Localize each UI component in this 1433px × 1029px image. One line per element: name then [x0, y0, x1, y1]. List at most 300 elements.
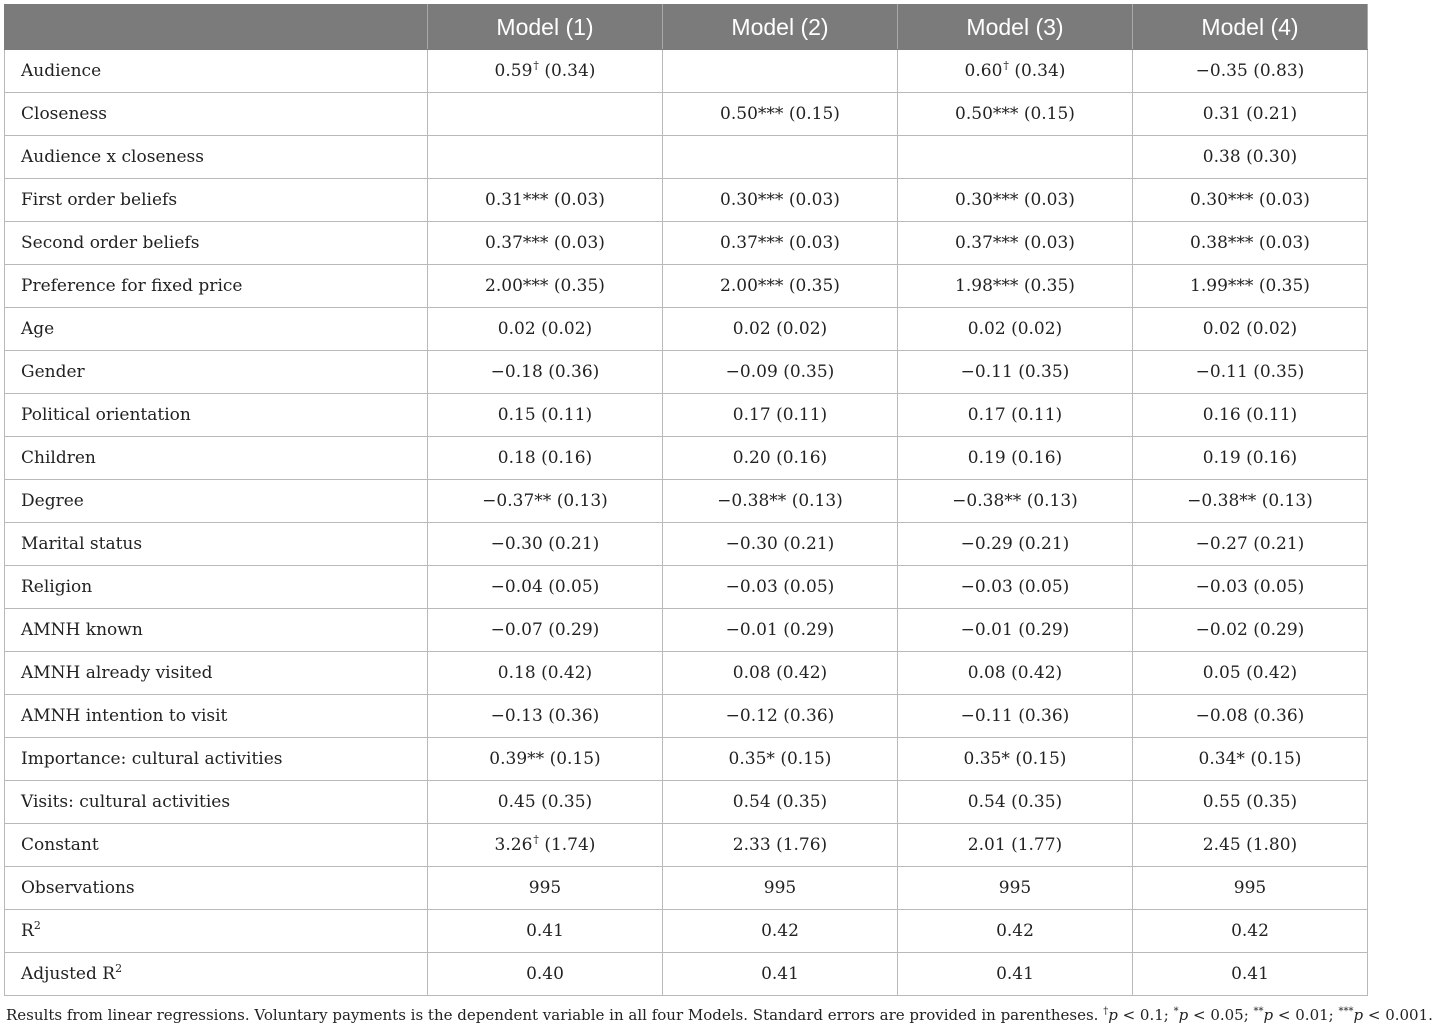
coefficient: 2.45 [1202, 835, 1241, 855]
cell-model-1 [428, 910, 663, 953]
cell-model-4 [1133, 867, 1368, 910]
standard-error: (0.03) [1258, 233, 1310, 253]
row-label-superscript: 2 [33, 919, 41, 932]
row-label [5, 394, 428, 437]
footnote-threshold: < 0.01; [1273, 1006, 1339, 1024]
cell-model-2 [663, 93, 898, 136]
cell-model-4 [1133, 351, 1368, 394]
table-row [5, 953, 1368, 996]
cell-model-2 [663, 222, 898, 265]
cell-model-3 [898, 523, 1133, 566]
cell-model-1 [428, 50, 663, 93]
coefficient: 2.00*** [720, 276, 784, 296]
standard-error: (0.11) [1246, 405, 1298, 425]
standard-error: (0.29) [1018, 620, 1070, 640]
standard-error: (0.36) [1253, 706, 1305, 726]
coefficient: −0.30 [490, 534, 543, 554]
coefficient: 0.18 [497, 448, 536, 468]
table-row [5, 394, 1368, 437]
header-model-2: Model (2) [663, 5, 898, 50]
table-row [5, 351, 1368, 394]
row-label [5, 652, 428, 695]
standard-error: (0.35) [1253, 362, 1305, 382]
header-label-cell [5, 5, 428, 50]
row-label-text: Audience x closeness [21, 147, 204, 167]
cell-model-2 [663, 265, 898, 308]
regression-table-container [4, 4, 1368, 996]
standard-error: (0.05) [1018, 577, 1070, 597]
standard-error: (0.35) [541, 792, 593, 812]
table-row [5, 910, 1368, 953]
table-row [5, 738, 1368, 781]
row-label [5, 867, 428, 910]
table-row [5, 824, 1368, 867]
standard-error: (0.15) [549, 749, 601, 769]
coefficient: 1.98*** [955, 276, 1019, 296]
coefficient: −0.03 [1195, 577, 1248, 597]
cell-model-4 [1133, 695, 1368, 738]
row-label [5, 179, 428, 222]
coefficient: −0.01 [960, 620, 1013, 640]
cell-model-4 [1133, 738, 1368, 781]
cell-model-3 [898, 781, 1133, 824]
cell-model-2 [663, 308, 898, 351]
coefficient: 0.41 [761, 964, 799, 984]
standard-error: (0.02) [1011, 319, 1063, 339]
cell-model-4 [1133, 437, 1368, 480]
table-row [5, 480, 1368, 523]
cell-model-3 [898, 910, 1133, 953]
standard-error: (0.03) [1023, 233, 1075, 253]
coefficient: −0.11 [960, 362, 1013, 382]
standard-error: (1.74) [544, 835, 596, 855]
standard-error: (0.35) [553, 276, 605, 296]
row-label-text: Second order beliefs [21, 233, 200, 253]
standard-error: (0.35) [1018, 362, 1070, 382]
cell-model-2 [663, 351, 898, 394]
standard-error: (0.13) [1261, 491, 1313, 511]
row-label [5, 781, 428, 824]
standard-error: (0.03) [1023, 190, 1075, 210]
standard-error: (0.13) [556, 491, 608, 511]
footnote-threshold: < 0.1; [1117, 1006, 1174, 1024]
cell-model-1 [428, 480, 663, 523]
standard-error: (0.02) [1246, 319, 1298, 339]
row-label-text: Adjusted R [21, 964, 116, 984]
cell-model-3 [898, 437, 1133, 480]
row-label [5, 480, 428, 523]
cell-model-2 [663, 437, 898, 480]
coefficient: −0.03 [960, 577, 1013, 597]
cell-model-2 [663, 566, 898, 609]
cell-model-3 [898, 222, 1133, 265]
table-body [5, 50, 1368, 996]
table-row [5, 50, 1368, 93]
row-label [5, 566, 428, 609]
standard-error: (0.34) [544, 61, 596, 81]
coefficient: 0.54 [967, 792, 1006, 812]
cell-model-1 [428, 867, 663, 910]
cell-model-2 [663, 394, 898, 437]
row-label [5, 738, 428, 781]
row-label-text: AMNH known [21, 620, 143, 640]
footnote-text: Results from linear regressions. Voluntary payments is the dependent variable in all four Models. Standard errors are provided in parentheses. [6, 1006, 1104, 1024]
cell-model-2 [663, 652, 898, 695]
cell-model-3 [898, 824, 1133, 867]
cell-model-3 [898, 265, 1133, 308]
cell-model-1 [428, 265, 663, 308]
coefficient: 0.38 [1202, 147, 1241, 167]
cell-model-4 [1133, 50, 1368, 93]
standard-error: (0.03) [1258, 190, 1310, 210]
row-label-text: Importance: cultural activities [21, 749, 283, 769]
coefficient: −0.18 [490, 362, 543, 382]
row-label [5, 351, 428, 394]
cell-model-1 [428, 351, 663, 394]
standard-error: (0.36) [1018, 706, 1070, 726]
standard-error: (0.29) [1253, 620, 1305, 640]
standard-error: (0.13) [1026, 491, 1078, 511]
table-row [5, 179, 1368, 222]
standard-error: (0.16) [1246, 448, 1298, 468]
cell-model-3 [898, 480, 1133, 523]
coefficient: 2.00*** [485, 276, 549, 296]
row-label-text: Gender [21, 362, 85, 382]
standard-error: (0.36) [548, 706, 600, 726]
cell-model-2 [663, 867, 898, 910]
standard-error: (0.03) [788, 190, 840, 210]
row-label-text: Audience [21, 61, 102, 81]
row-label [5, 265, 428, 308]
table-row [5, 609, 1368, 652]
row-label-text: Observations [21, 878, 135, 898]
table-footnote [6, 1006, 1433, 1024]
standard-error: (0.02) [541, 319, 593, 339]
standard-error: (0.35) [1023, 276, 1075, 296]
cell-model-4 [1133, 953, 1368, 996]
standard-error: (0.05) [783, 577, 835, 597]
row-label-text: AMNH already visited [21, 663, 213, 683]
significance-mark: † [533, 833, 539, 846]
significance-mark: † [533, 59, 539, 72]
coefficient: 0.08 [732, 663, 771, 683]
row-label-text: Closeness [21, 104, 107, 124]
coefficient: 0.42 [996, 921, 1034, 941]
coefficient: 0.02 [967, 319, 1006, 339]
row-label-text: Children [21, 448, 96, 468]
cell-model-4 [1133, 910, 1368, 953]
coefficient: 0.54 [732, 792, 771, 812]
coefficient: 0.19 [967, 448, 1006, 468]
coefficient: 0.02 [1202, 319, 1241, 339]
row-label [5, 523, 428, 566]
cell-model-3 [898, 953, 1133, 996]
cell-model-3 [898, 179, 1133, 222]
standard-error: (0.05) [548, 577, 600, 597]
coefficient: −0.03 [725, 577, 778, 597]
coefficient: 0.55 [1202, 792, 1241, 812]
footnote-threshold: < 0.05; [1188, 1006, 1254, 1024]
cell-model-2 [663, 738, 898, 781]
coefficient: 0.31*** [485, 190, 549, 210]
standard-error: (0.15) [1015, 749, 1067, 769]
row-label [5, 50, 428, 93]
coefficient: 0.41 [996, 964, 1034, 984]
cell-model-1 [428, 652, 663, 695]
coefficient: −0.37** [482, 491, 552, 511]
table-row [5, 652, 1368, 695]
cell-model-2 [663, 136, 898, 179]
cell-model-3 [898, 136, 1133, 179]
standard-error: (0.15) [788, 104, 840, 124]
standard-error: (0.35) [788, 276, 840, 296]
table-row [5, 93, 1368, 136]
coefficient: 0.41 [526, 921, 564, 941]
standard-error: (0.11) [1011, 405, 1063, 425]
coefficient: 0.35* [728, 749, 775, 769]
header-model-1: Model (1) [428, 5, 663, 50]
cell-model-3 [898, 738, 1133, 781]
standard-error: (0.02) [776, 319, 828, 339]
cell-model-1 [428, 738, 663, 781]
cell-model-3 [898, 351, 1133, 394]
header-model-3: Model (3) [898, 5, 1133, 50]
row-label [5, 308, 428, 351]
coefficient: 0.42 [761, 921, 799, 941]
coefficient: 0.30*** [955, 190, 1019, 210]
cell-model-4 [1133, 136, 1368, 179]
row-label-text: Religion [21, 577, 93, 597]
cell-model-4 [1133, 394, 1368, 437]
standard-error: (0.16) [776, 448, 828, 468]
coefficient: −0.38** [1187, 491, 1257, 511]
cell-model-2 [663, 480, 898, 523]
standard-error: (0.36) [548, 362, 600, 382]
coefficient: −0.38** [952, 491, 1022, 511]
footnote-p-symbol: p [1108, 1006, 1118, 1024]
cell-model-2 [663, 609, 898, 652]
cell-model-1 [428, 781, 663, 824]
coefficient: 0.02 [732, 319, 771, 339]
standard-error: (1.77) [1011, 835, 1063, 855]
cell-model-4 [1133, 222, 1368, 265]
coefficient: 0.37*** [955, 233, 1019, 253]
cell-model-4 [1133, 265, 1368, 308]
coefficient: 2.01 [967, 835, 1006, 855]
coefficient: 995 [763, 878, 797, 898]
footnote-sig-mark: ** [1253, 1006, 1264, 1017]
table-row [5, 136, 1368, 179]
coefficient: 0.34* [1198, 749, 1245, 769]
cell-model-2 [663, 953, 898, 996]
row-label-text: Visits: cultural activities [21, 792, 231, 812]
cell-model-3 [898, 50, 1133, 93]
cell-model-1 [428, 136, 663, 179]
coefficient: 0.31 [1202, 104, 1241, 124]
cell-model-2 [663, 781, 898, 824]
header-model-4: Model (4) [1133, 5, 1368, 50]
coefficient: 0.35* [963, 749, 1010, 769]
regression-table [4, 4, 1368, 996]
cell-model-2 [663, 695, 898, 738]
standard-error: (0.16) [1011, 448, 1063, 468]
cell-model-1 [428, 566, 663, 609]
cell-model-1 [428, 824, 663, 867]
table-row [5, 222, 1368, 265]
coefficient: −0.09 [725, 362, 778, 382]
cell-model-4 [1133, 308, 1368, 351]
standard-error: (1.80) [1246, 835, 1298, 855]
table-row [5, 781, 1368, 824]
coefficient: 0.39** [489, 749, 545, 769]
cell-model-4 [1133, 179, 1368, 222]
coefficient: 0.19 [1202, 448, 1241, 468]
row-label [5, 953, 428, 996]
cell-model-1 [428, 308, 663, 351]
cell-model-4 [1133, 480, 1368, 523]
cell-model-1 [428, 394, 663, 437]
coefficient: −0.29 [960, 534, 1013, 554]
coefficient: 0.17 [732, 405, 771, 425]
coefficient: 3.26 [494, 835, 533, 855]
row-label-text: R [21, 921, 34, 941]
cell-model-2 [663, 179, 898, 222]
standard-error: (0.11) [776, 405, 828, 425]
row-label-text: Political orientation [21, 405, 191, 425]
row-label [5, 824, 428, 867]
row-label [5, 695, 428, 738]
coefficient: 0.30*** [720, 190, 784, 210]
standard-error: (0.15) [1023, 104, 1075, 124]
cell-model-2 [663, 824, 898, 867]
cell-model-1 [428, 93, 663, 136]
standard-error: (0.21) [1253, 534, 1305, 554]
cell-model-4 [1133, 566, 1368, 609]
coefficient: 0.37*** [485, 233, 549, 253]
coefficient: −0.04 [490, 577, 543, 597]
coefficient: 995 [528, 878, 562, 898]
cell-model-1 [428, 437, 663, 480]
standard-error: (0.29) [783, 620, 835, 640]
coefficient: 0.18 [497, 663, 536, 683]
coefficient: 0.37*** [720, 233, 784, 253]
coefficient: 0.16 [1202, 405, 1241, 425]
coefficient: 0.08 [967, 663, 1006, 683]
coefficient: −0.38** [717, 491, 787, 511]
standard-error: (0.21) [1018, 534, 1070, 554]
row-label [5, 910, 428, 953]
standard-error: (0.11) [541, 405, 593, 425]
cell-model-3 [898, 308, 1133, 351]
row-label-superscript: 2 [115, 962, 123, 975]
cell-model-3 [898, 566, 1133, 609]
table-row [5, 308, 1368, 351]
cell-model-1 [428, 695, 663, 738]
row-label [5, 609, 428, 652]
standard-error: (0.35) [1011, 792, 1063, 812]
coefficient: 995 [1233, 878, 1267, 898]
standard-error: (0.35) [783, 362, 835, 382]
standard-error: (0.21) [548, 534, 600, 554]
standard-error: (0.42) [1246, 663, 1298, 683]
coefficient: 0.38*** [1190, 233, 1254, 253]
standard-error: (0.05) [1253, 577, 1305, 597]
table-row [5, 437, 1368, 480]
standard-error: (0.42) [776, 663, 828, 683]
table-row [5, 523, 1368, 566]
coefficient: −0.35 [1195, 61, 1248, 81]
table-row [5, 695, 1368, 738]
coefficient: 0.30*** [1190, 190, 1254, 210]
cell-model-3 [898, 652, 1133, 695]
cell-model-4 [1133, 652, 1368, 695]
coefficient: 0.17 [967, 405, 1006, 425]
standard-error: (0.29) [548, 620, 600, 640]
standard-error: (0.15) [780, 749, 832, 769]
standard-error: (0.42) [1011, 663, 1063, 683]
standard-error: (0.42) [541, 663, 593, 683]
cell-model-1 [428, 523, 663, 566]
table-row [5, 566, 1368, 609]
footnote-sig-mark: * [1173, 1006, 1179, 1017]
footnote-p-symbol: p [1263, 1006, 1274, 1024]
row-label-text: First order beliefs [21, 190, 178, 210]
coefficient: −0.01 [725, 620, 778, 640]
coefficient: 0.15 [497, 405, 536, 425]
standard-error: (1.76) [776, 835, 828, 855]
header-row [5, 5, 1368, 50]
cell-model-1 [428, 953, 663, 996]
coefficient: 0.50*** [955, 104, 1019, 124]
footnote-significance [1103, 1006, 1433, 1024]
standard-error: (0.35) [1258, 276, 1310, 296]
coefficient: −0.12 [725, 706, 778, 726]
row-label [5, 136, 428, 179]
standard-error: (0.13) [791, 491, 843, 511]
cell-model-3 [898, 867, 1133, 910]
row-label-text: Degree [21, 491, 84, 511]
coefficient: 1.99*** [1190, 276, 1254, 296]
standard-error: (0.34) [1014, 61, 1066, 81]
standard-error: (0.03) [553, 233, 605, 253]
standard-error: (0.15) [1250, 749, 1302, 769]
footnote-sig-mark: † [1103, 1006, 1109, 1017]
row-label-text: Age [21, 319, 55, 339]
row-label-text: Constant [21, 835, 99, 855]
coefficient: 0.59 [494, 61, 533, 81]
coefficient: −0.27 [1195, 534, 1248, 554]
coefficient: −0.30 [725, 534, 778, 554]
coefficient: 0.42 [1231, 921, 1269, 941]
row-label-text: AMNH intention to visit [21, 706, 228, 726]
standard-error: (0.36) [783, 706, 835, 726]
coefficient: 0.20 [732, 448, 771, 468]
standard-error: (0.03) [788, 233, 840, 253]
row-label [5, 437, 428, 480]
footnote-threshold: < 0.001. [1363, 1006, 1433, 1024]
standard-error: (0.83) [1253, 61, 1305, 81]
coefficient: −0.08 [1195, 706, 1248, 726]
cell-model-1 [428, 222, 663, 265]
coefficient: 2.33 [732, 835, 771, 855]
coefficient: −0.07 [490, 620, 543, 640]
standard-error: (0.30) [1246, 147, 1298, 167]
cell-model-1 [428, 609, 663, 652]
cell-model-1 [428, 179, 663, 222]
coefficient: 0.41 [1231, 964, 1269, 984]
cell-model-4 [1133, 609, 1368, 652]
table-header [5, 5, 1368, 50]
